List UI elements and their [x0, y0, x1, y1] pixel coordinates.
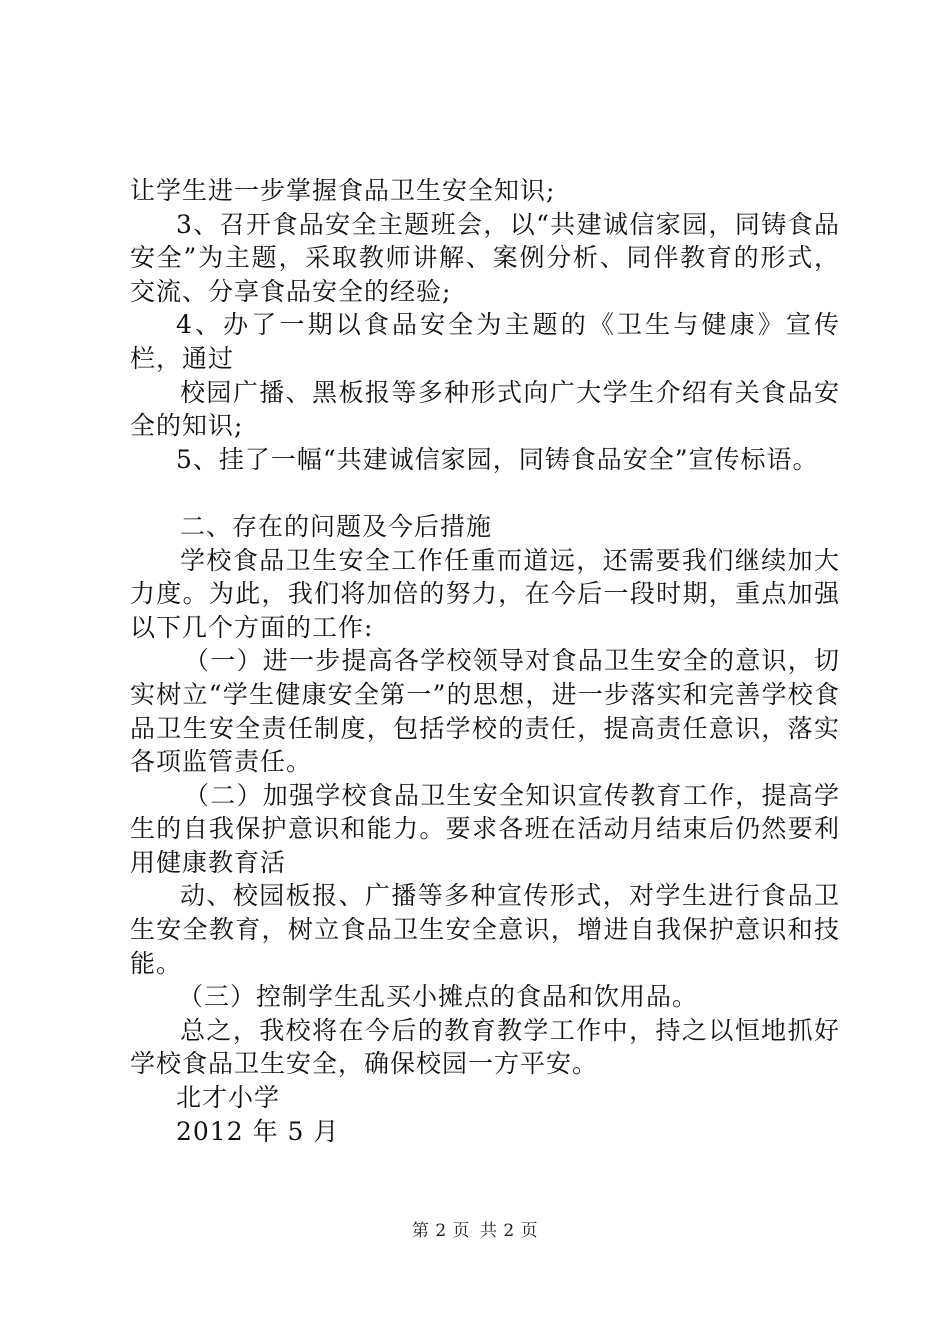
paragraph: 学校食品卫生安全工作任重而道远，还需要我们继续加大力度。为此，我们将加倍的努力，在今后一段时期，重点加强以下几个方面的工作:: [130, 545, 840, 642]
document-body: [130, 174, 840, 1148]
section-heading: 二、存在的问题及今后措施: [180, 511, 493, 541]
page-number-current: 第 2 页: [411, 1221, 471, 1241]
paragraph-spacer: [130, 476, 840, 510]
paragraph: 3、召开食品安全主题班会，以“共建诚信家园，同铸食品安全”为主题，采取教师讲解、案例分析、同伴教育的形式，交流、分享食品安全的经验;: [130, 209, 840, 306]
paragraph: 动、校园板报、广播等多种宣传形式，对学生进行食品卫生安全教育，树立食品卫生安全意识，增进自我保护意识和技能。: [130, 881, 840, 978]
paragraph: （三）控制学生乱买小摊点的食品和饮用品。: [178, 982, 699, 1012]
paragraph: 校园广播、黑板报等多种形式向广大学生介绍有关食品安全的知识;: [130, 377, 840, 441]
paragraph: 让学生进一步掌握食品卫生安全知识;: [130, 176, 556, 205]
paragraph: （二）加强学校食品卫生安全知识宣传教育工作，提高学生的自我保护意识和能力。要求各班在活动月结束后仍然要利用健康教育活: [130, 780, 840, 877]
paragraph: 总之，我校将在今后的教育教学工作中，持之以恒地抓好学校食品卫生安全，确保校园一方平安。: [130, 1015, 840, 1079]
paragraph: 5、挂了一幅“共建诚信家园，同铸食品安全”宣传标语。: [176, 444, 819, 474]
page-footer: [0, 1216, 950, 1241]
signature-date: 2012 年 5 月: [176, 1116, 340, 1146]
paragraph: 4、办了一期以食品安全为主题的《卫生与健康》宣传栏，通过: [130, 310, 840, 373]
signature-school: 北才小学: [176, 1083, 281, 1113]
page-number-total: 共 2 页: [479, 1221, 539, 1241]
paragraph: （一）进一步提高各学校领导对食品卫生安全的意识，切实树立“学生健康安全第一”的思想，进一步落实和完善学校食品卫生安全责任制度，包括学校的责任，提高责任意识，落实各项监管责任。: [130, 646, 840, 777]
